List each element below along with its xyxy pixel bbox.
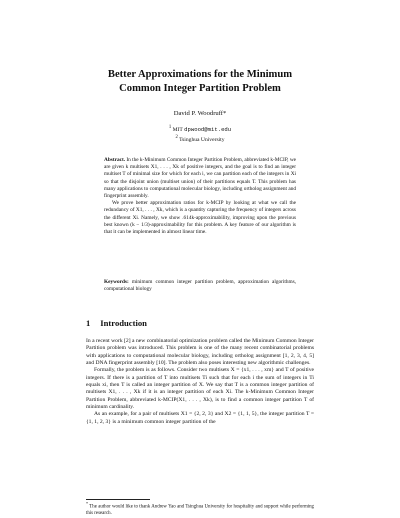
section-number: 1 <box>86 318 91 328</box>
abstract-paragraph-2: We prove better approximation ratios for k-MCIP by looking at what we call the redundancy of X1, . . . , Xk, which is a quantity capturing the frequency of integers across the different Xi. Namely, we show .614k-approximability, improving upon the previous best known (k − 1/3)-approximability for this problem. A key feature of our algorithm is that it can be implemented in almost linear time. <box>104 200 296 236</box>
abstract-paragraph-1 <box>104 157 296 200</box>
section-body <box>86 338 314 426</box>
abstract-text-1: In the k-Minimum Common Integer Partition Problem, abbreviated k-MCIP, we are given k multisets X1, . . . , Xk of positive integers, and the goal is to find an integer multiset T of minimal size for which for each i, we can partition each of the integers in Xi so that the disjoint union (multiset union) of their partitions equals T. This problem has many applications to computational molecular biology, including ortholog assignment and fingerprint assembly. <box>104 157 296 200</box>
keywords-label: Keywords: <box>104 279 129 285</box>
footnote-mark: * <box>86 501 89 506</box>
footnote-text: The author would like to thank Andrew Yao and Tsinghua University for hospitality and support while performing this research. <box>86 504 315 517</box>
affiliation-1 <box>0 124 400 134</box>
author-name: David P. Woodruff* <box>173 110 227 117</box>
abstract-label: Abstract. <box>104 157 126 163</box>
affiliation-1-email: dpwood@mit.edu <box>184 125 232 133</box>
affiliation-2-mark: 2 <box>175 135 178 141</box>
affiliation-1-mark: 1 <box>168 125 172 130</box>
affiliation-2-name: Tsinghua University <box>179 137 225 144</box>
body-paragraph-3: As an example, for a pair of multisets X1 = {2, 2, 3} and X2 = {1, 1, 5}, the integer partition T = {1, 1, 2, 3} is a minimum common integer partition of the <box>86 411 314 425</box>
affiliations <box>0 124 400 145</box>
paper-title <box>0 68 400 95</box>
keywords-text: minimum common integer partition problem, approximation algorithms, computational biology <box>104 279 296 293</box>
title-line-1: Better Approximations for the Minimum <box>107 69 293 80</box>
footnote <box>86 501 314 517</box>
section-heading <box>86 318 147 328</box>
affiliation-1-prefix: MIT <box>172 126 183 133</box>
body-paragraph-1: In a recent work [2] a new combinatorial optimization problem called the Minimum Common Integer Partition problem was introduced. This problem is one of the many recent combinatorial problems with applications to computational molecular biology, including ortholog assignment [1, 2, 3, 4, 5] and DNA fingerprint assembly [10]. The problem also poses interesting new algorithmic challenges. <box>86 338 314 367</box>
title-line-2: Common Integer Partition Problem <box>119 82 281 94</box>
abstract <box>104 157 296 236</box>
keywords <box>104 279 296 293</box>
affiliation-2 <box>0 134 400 144</box>
body-paragraph-2: Formally, the problem is as follows. Consider two multisets X = {x1, . . . , xm} and T of positive integers. If there is a partition of T into multisets Ti such that for each i the sum of integers in Ti equals xi, then T is called an integer partition of X. We say that T is a common integer partition of multisets X1, . . . , Xk if it is an integer partition of each Xi. The k-Minimum Common Integer Partition Problem, abbreviated k-MCIP(X1, . . . , Xk), is to find a common integer partition T of minimum cardinality. <box>86 367 314 411</box>
section-title: Introduction <box>100 318 147 328</box>
footnote-rule <box>86 499 150 500</box>
